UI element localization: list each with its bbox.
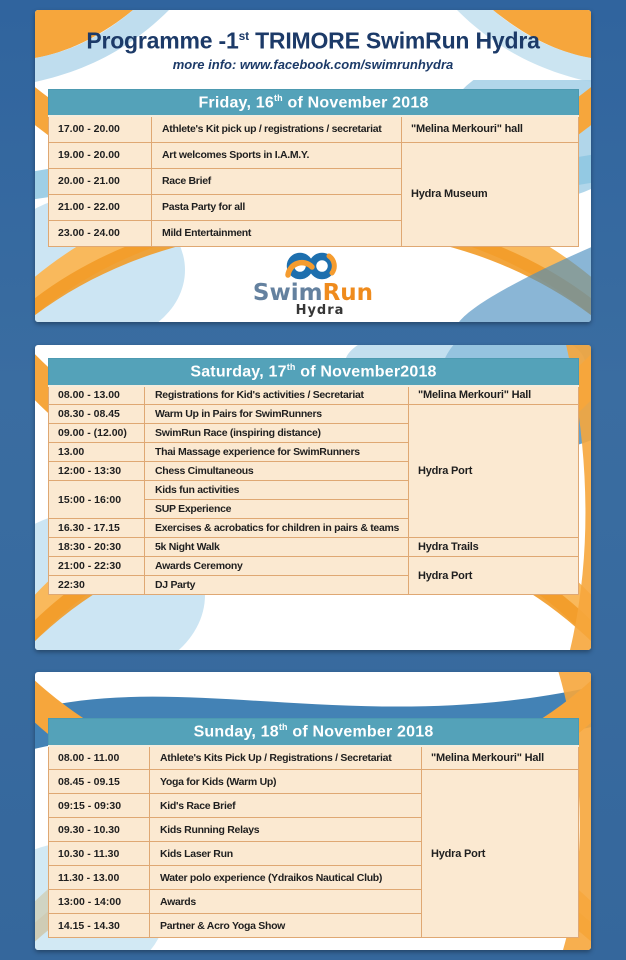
infinity-icon [288,256,334,276]
table-row [49,538,579,557]
day-title-superscript: th [273,92,283,103]
logo-hydra-text: Hydra [295,302,345,317]
table-row [49,142,579,168]
venue-cell: "Melina Merkouri" hall [402,116,579,142]
time-cell: 13:00 - 14:00 [49,890,150,914]
time-cell: 10.30 - 11.30 [49,842,150,866]
venue-cell: Hydra Port [422,770,579,938]
title-text-rest: TRIMORE SwimRun Hydra [248,27,540,54]
event-cell: Kids Laser Run [150,842,422,866]
friday-day-header [49,89,579,116]
event-cell: SwimRun Race (inspiring distance) [145,424,409,443]
event-cell: Athlete's Kit pick up / registrations / secretariat [152,116,402,142]
day-title: Friday, 16 [198,94,274,112]
friday-schedule-table [48,89,579,247]
poster-header [35,10,591,72]
day-header-row [49,89,579,116]
day-header-row [49,719,579,746]
table-row [49,746,579,770]
event-cell: Awards Ceremony [145,557,409,576]
table-row [49,405,579,424]
table-row [49,386,579,405]
logo-graphic [228,251,398,317]
time-cell: 12:00 - 13:30 [49,462,145,481]
title-text: Programme -1 [86,27,239,54]
time-cell: 13.00 [49,443,145,462]
time-cell: 11.30 - 13.00 [49,866,150,890]
time-cell: 18:30 - 20:30 [49,538,145,557]
time-cell: 20.00 - 21.00 [49,168,152,194]
event-cell: Kid's Race Brief [150,794,422,818]
time-cell: 08.45 - 09.15 [49,770,150,794]
event-cell: Warm Up in Pairs for SwimRunners [145,405,409,424]
event-cell: Art welcomes Sports in I.A.M.Y. [152,142,402,168]
event-cell: Kids fun activities [145,481,409,500]
time-cell: 14.15 - 14.30 [49,914,150,938]
event-cell: Exercises & acrobatics for children in pairs & teams [145,519,409,538]
event-cell: Registrations for Kid's activities / Secretariat [145,386,409,405]
table-row [49,557,579,576]
day-title: Saturday, 17 [190,363,287,381]
time-cell: 09.30 - 10.30 [49,818,150,842]
saturday-panel [35,345,591,650]
saturday-day-header [49,359,579,386]
time-cell: 19.00 - 20.00 [49,142,152,168]
time-cell: 16.30 - 17.15 [49,519,145,538]
time-cell: 08.00 - 13.00 [49,386,145,405]
day-title: Sunday, 18 [193,723,279,741]
table-row [49,116,579,142]
time-cell: 15:00 - 16:00 [49,481,145,519]
event-cell: 5k Night Walk [145,538,409,557]
day-title-superscript: th [286,362,296,373]
day-title-rest: of November 2018 [287,723,434,741]
event-cell: Water polo experience (Ydraikos Nautical Club) [150,866,422,890]
logo-swim-text: Swim [252,279,323,306]
event-cell: Athlete's Kits Pick Up / Registrations / Secretariat [150,746,422,770]
more-info-text: more info: www.facebook.com/swimrunhydra [172,56,454,72]
event-cell: Awards [150,890,422,914]
time-cell: 21:00 - 22:30 [49,557,145,576]
time-cell: 21.00 - 22.00 [49,194,152,220]
venue-cell: "Melina Merkouri" Hall [409,386,579,405]
event-cell: Mild Entertainment [152,220,402,246]
time-cell: 09.00 - (12.00) [49,424,145,443]
event-cell: SUP Experience [145,500,409,519]
saturday-schedule-table [48,358,579,595]
day-title-rest: of November 2018 [282,94,429,112]
event-cell: Partner & Acro Yoga Show [150,914,422,938]
title-superscript: st [238,29,249,43]
logo-run-text: Run [322,279,374,306]
venue-cell: Hydra Trails [409,538,579,557]
swimrun-hydra-logo [35,251,591,322]
time-cell: 09:15 - 09:30 [49,794,150,818]
venue-cell: Hydra Museum [402,142,579,246]
time-cell: 23.00 - 24.00 [49,220,152,246]
event-cell: Race Brief [152,168,402,194]
page-title [35,23,591,54]
event-cell: Thai Massage experience for SwimRunners [145,443,409,462]
event-cell: Pasta Party for all [152,194,402,220]
event-cell: DJ Party [145,576,409,595]
time-cell: 08.00 - 11.00 [49,746,150,770]
day-title-rest: of November2018 [295,363,437,381]
event-cell: Yoga for Kids (Warm Up) [150,770,422,794]
time-cell: 08.30 - 08.45 [49,405,145,424]
time-cell: 17.00 - 20.00 [49,116,152,142]
day-title-superscript: th [278,722,288,733]
sunday-schedule-table [48,718,579,938]
venue-cell: Hydra Port [409,557,579,595]
event-cell: Kids Running Relays [150,818,422,842]
day-header-row [49,359,579,386]
event-cell: Chess Cimultaneous [145,462,409,481]
sunday-panel [35,672,591,950]
venue-cell: "Melina Merkouri" Hall [422,746,579,770]
sunday-day-header [49,719,579,746]
table-row [49,770,579,794]
time-cell: 22:30 [49,576,145,595]
venue-cell: Hydra Port [409,405,579,538]
friday-panel [35,10,591,322]
